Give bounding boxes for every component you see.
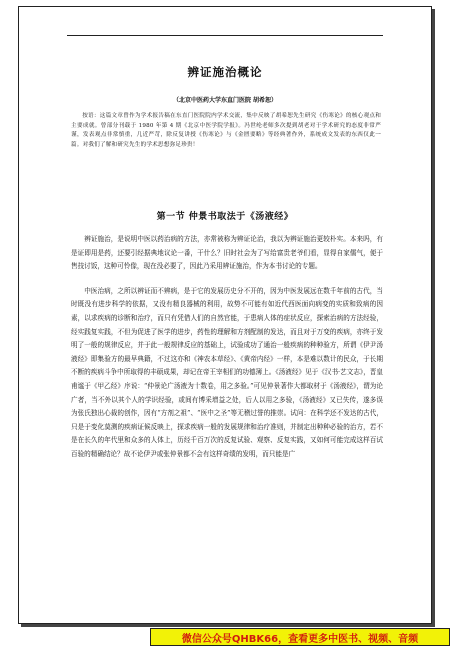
section-body	[71, 233, 383, 462]
article-title: 辨证施治概论	[187, 65, 263, 79]
watermark-banner-text: 微信公众号QHBK66，查看更多中医书、视频、音频	[181, 633, 419, 645]
section-title: 第一节 仲景书取法于《汤液经》	[156, 212, 294, 222]
watermark-banner	[150, 628, 450, 646]
document-page	[18, 6, 432, 624]
header-rule	[67, 35, 383, 36]
paragraph: 中医治病，之所以辨证而不辨病，是于它的发展历史分不开的，因为中医发展远在数千年前的古代，当时既没有进步科学的依据，又没有精良器械的利用，故势不可能有如近代西医面向病变的实质和致病的因素，以求疾病的诊断和治疗，而只有凭借人们的自然官能，于患病人体的症状反应，探索治病的方法经验，经实践复实践，不但为促进了医学的进步，药性的理解和方剂配制的发达，而且对于万变的疾病，亦终于发明了一般的规律反应，并于此一般规律反应的基础上，试验成功了通治一般疾病的种种验方，所谓《伊尹汤液经》即集验方的最早典籍，不过这亦和《神农本草经》、《黄帝内经》一样，本是难以数计的民众，于长期不断的疾病斗争中所取得的丰硕成果，却记在帝王宰相们的功德簿上。《汤液经》见于《汉书·艺文志》，晋皇甫谧于《甲乙经》序说：“仲景论广汤液为十数卷，用之多验。”可见仲景著作大都取材于《汤液经》，谓为论广者，当不外以其个人的学识经验，或间有博采增益之处，后人以用之多验，《汤液经》又已失传，遂多误为张氏独出心裁的创作，因有“方剂之祖”、“医中之圣”等无稽过誉的推崇。试问：在科学还不发达的古代，只是于变化莫测的疾病证候反映上，探求疾病一般的发展规律和治疗准则，并制定出种种必验的治方，若不是在长久的年代里和众多的人体上，历经千百万次的反复试验、观察、反复实践，又如何可能完成这样百试百验的精确结论？故不论伊尹或张仲景都不会有这样奇绩的发明，而只能是广	[71, 286, 383, 458]
editor-note	[71, 112, 381, 150]
paragraph: 辨证施治，是说明中医以药治病的方法，亦常被称为辨证论治，我以为辨证施治更较朴实。本来吗，有是证即用是药，还要引经据典地议论一番，干什么？旧时社会为了写给富贵老爷们看，显得自家儒气，便于售技讨饭，这种可怜像，现在没必要了，因此乃采用辨证施治，作为本书讨论的专题。	[71, 235, 383, 271]
author-affiliation: （北京中医药大学东直门医院 胡希恕）	[172, 97, 278, 104]
editor-note-text: 按语：这篇文章曾作为学术报告稿在东直门医院院内学术交流，集中反映了胡希恕先生研究《伤寒论》的核心观点和主要成就。曾部分刊载于 1980 年第 4 期《北京中医学院学报》。冯世纶老师多次提到胡老对于学术研究的态度非常严谨，发表观点非常慎重，几近严苛，除反复讲授《伤寒论》与《金匮要略》等经典著作外，系统成文发表的东西仅此一篇。对我们了解和研究先生的学术思想弥足珍贵！	[71, 113, 381, 148]
